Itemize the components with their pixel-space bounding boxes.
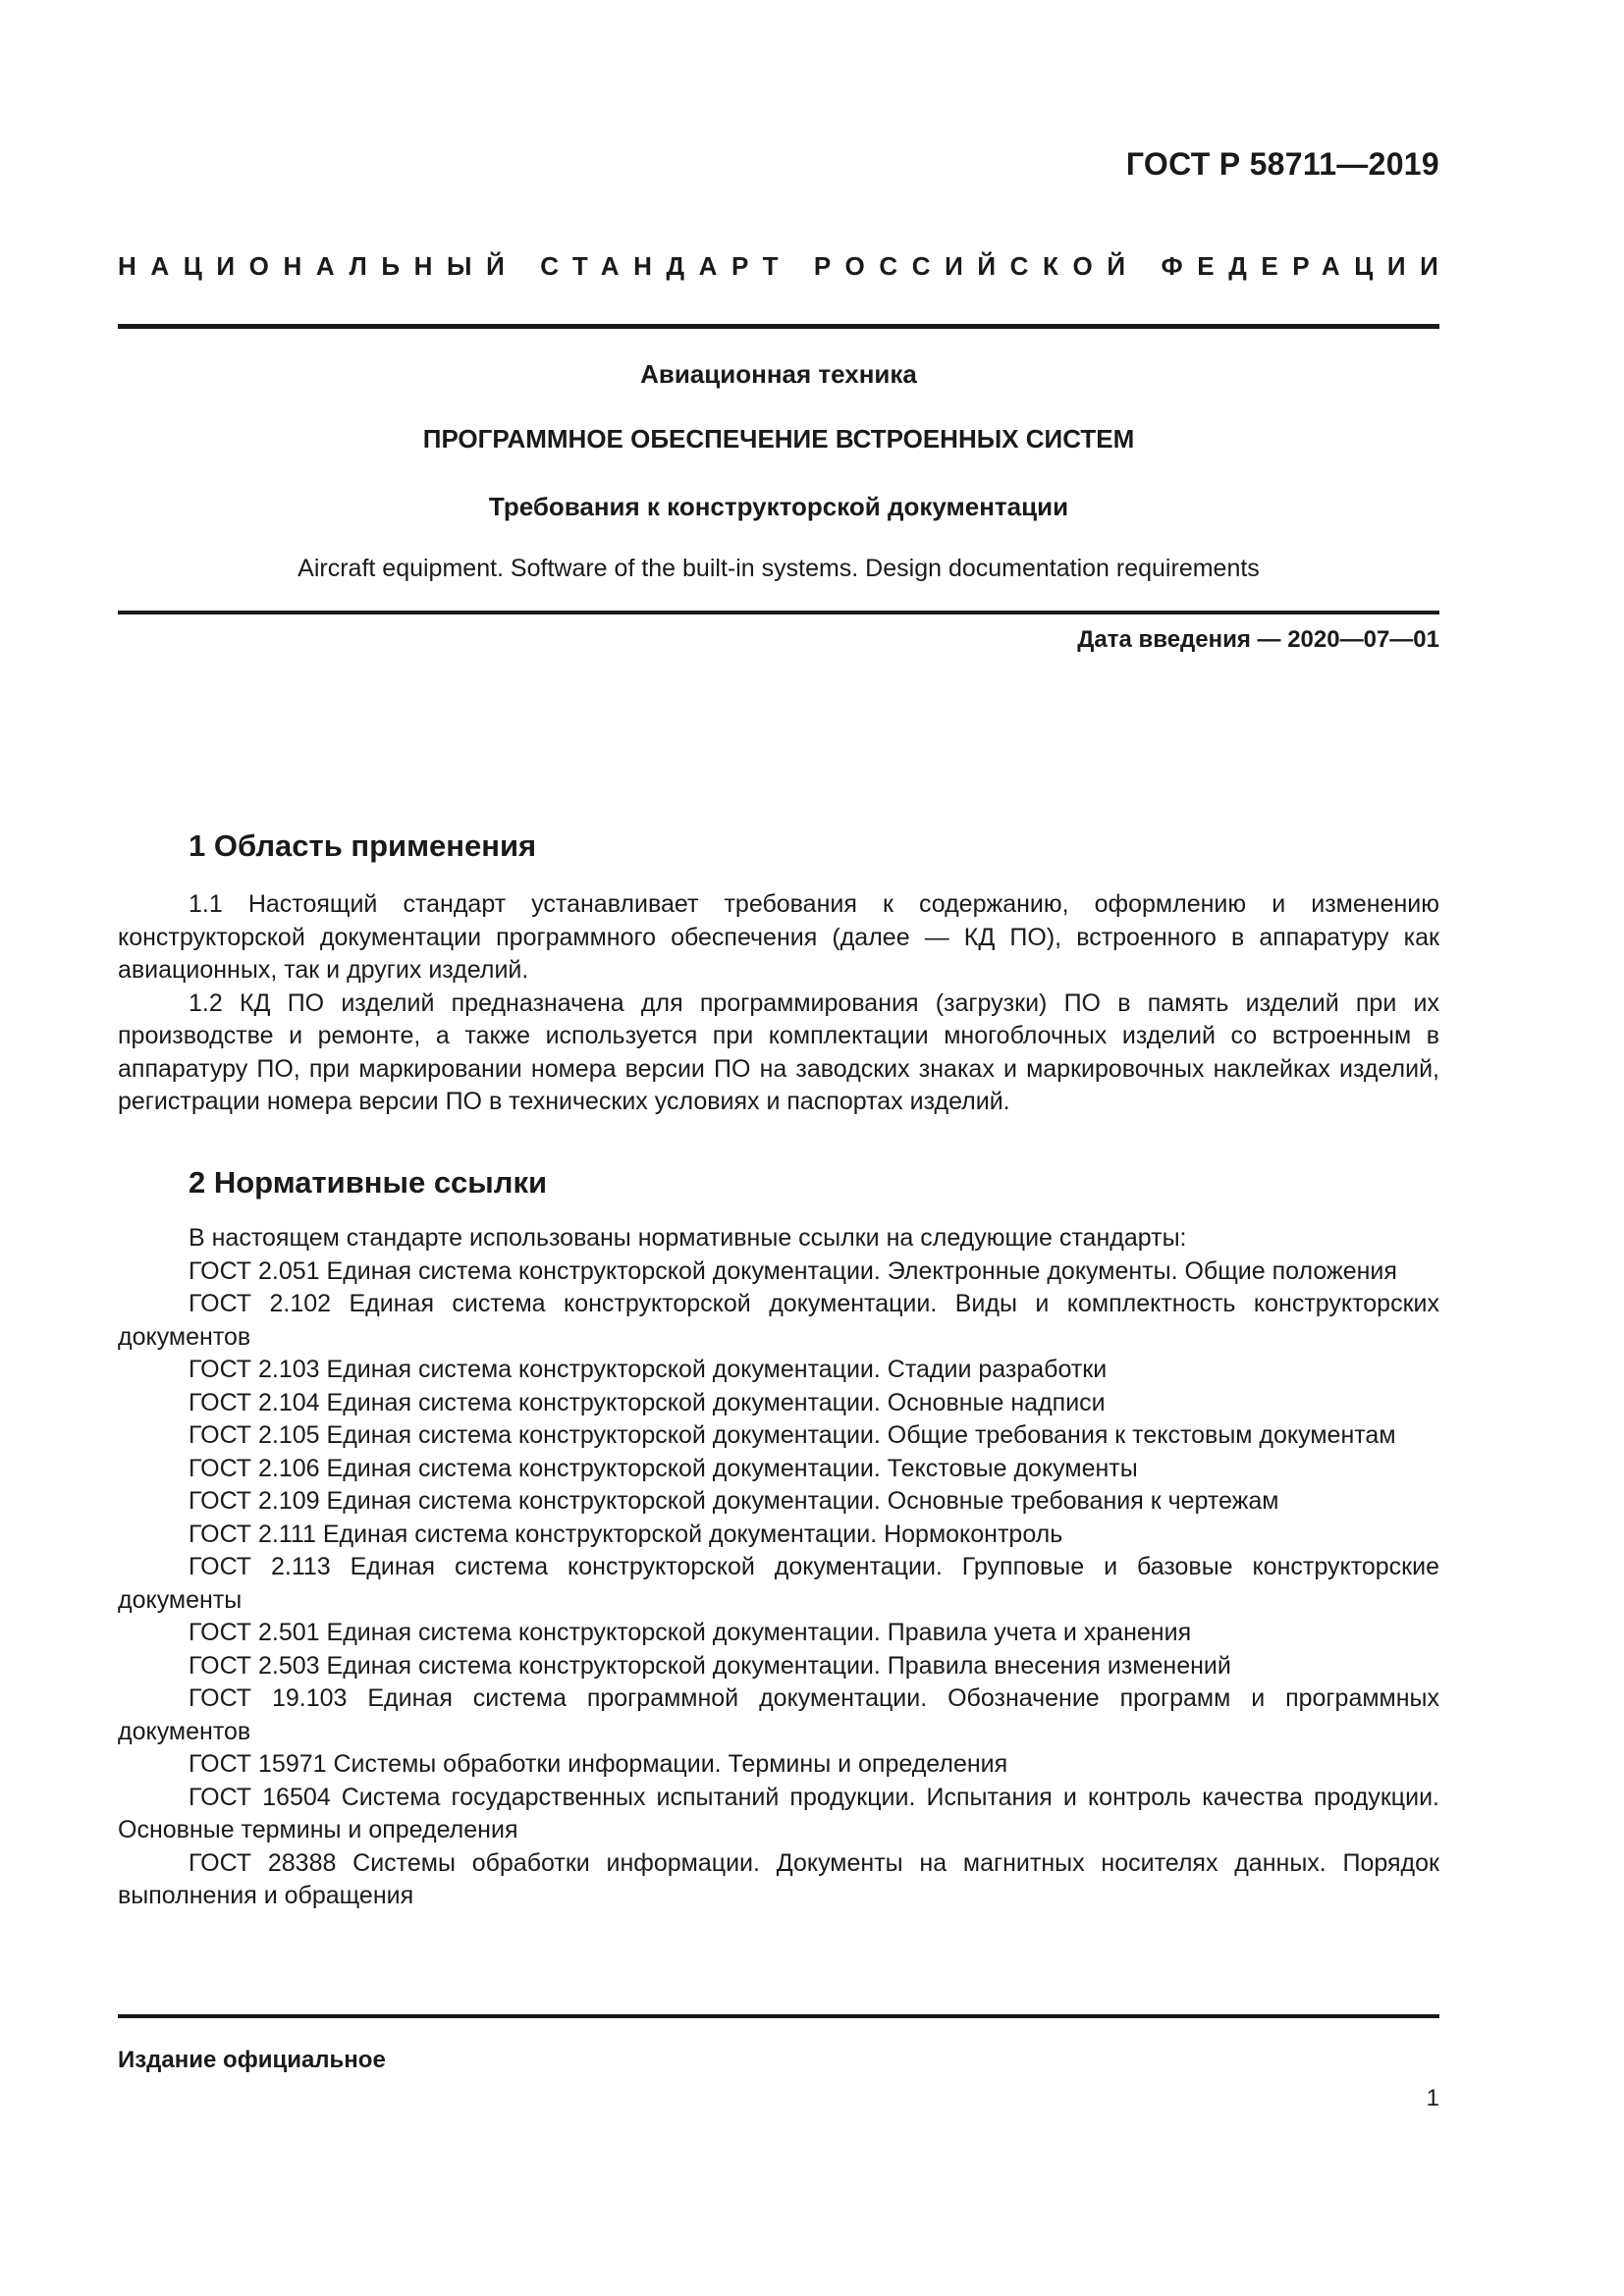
official-edition-label: Издание официальное [118, 2047, 386, 2073]
reference-item: ГОСТ 2.113 Единая система конструкторской документации. Групповые и базовые конструкторские документы [118, 1553, 1439, 1614]
page-number: 1 [1426, 2085, 1439, 2111]
reference-item: ГОСТ 15971 Системы обработки информации. Термины и определения [189, 1750, 1008, 1778]
section-2-body [118, 1222, 1439, 1913]
reference-item: ГОСТ 2.103 Единая система конструкторской документации. Стадии разработки [189, 1356, 1108, 1383]
reference-item: ГОСТ 2.501 Единая система конструкторской документации. Правила учета и хранения [189, 1619, 1192, 1646]
title-sub: Требования к конструкторской документации [488, 492, 1069, 521]
reference-item: ГОСТ 2.104 Единая система конструкторской документации. Основные надписи [189, 1388, 1106, 1416]
reference-item: ГОСТ 2.109 Единая система конструкторской документации. Основные требования к чертежам [189, 1487, 1279, 1515]
title-divider [118, 611, 1439, 614]
section-2-heading: 2 Нормативные ссылки [189, 1165, 548, 1200]
reference-item: ГОСТ 16504 Система государственных испытаний продукции. Испытания и контроль качества продукции. Основные термины и определения [118, 1783, 1439, 1843]
title-english: Aircraft equipment. Software of the built-in systems. Design documentation requirements [298, 555, 1260, 582]
reference-item: ГОСТ 2.105 Единая система конструкторской документации. Общие требования к текстовым документам [189, 1421, 1396, 1449]
footer-divider [118, 2014, 1439, 2018]
reference-item: ГОСТ 2.102 Единая система конструкторской документации. Виды и комплектность конструкторских документов [118, 1290, 1439, 1351]
reference-item: ГОСТ 2.111 Единая система конструкторской документации. Нормоконтроль [189, 1520, 1063, 1548]
reference-item: ГОСТ 28388 Системы обработки информации. Документы на магнитных носителях данных. Порядок выполнения и обращения [118, 1848, 1439, 1909]
section-1-heading: 1 Область применения [189, 828, 537, 863]
paragraph: 1.1 Настоящий стандарт устанавливает требования к содержанию, оформлению и изменению конструкторской документации программного обеспечения (далее — КД ПО), встроенного в аппаратуру как авиационных, так и других изделий. [118, 890, 1439, 984]
section-1-body [118, 888, 1439, 1119]
introduction-date: Дата введения — 2020—07—01 [1077, 626, 1439, 653]
title-main: ПРОГРАММНОЕ ОБЕСПЕЧЕНИЕ ВСТРОЕННЫХ СИСТЕМ [422, 424, 1135, 454]
paragraph: 1.2 КД ПО изделий предназначена для программирования (загрузки) ПО в память изделий при их производстве и ремонте, а также используется при комплектации многоблочных изделий со встроенным в аппаратуру ПО, при маркировании номера версии ПО на заводских знаках и маркировочных наклейках изделий, регистрации номера версии ПО в технических условиях и паспортах изделий. [118, 988, 1439, 1115]
header-divider [118, 324, 1439, 329]
doc-number: ГОСТ Р 58711—2019 [1125, 146, 1439, 182]
national-standard-banner: НАЦИОНАЛЬНЫЙ СТАНДАРТ РОССИЙСКОЙ ФЕДЕРАЦИИ [118, 251, 1453, 281]
title-category: Авиационная техника [640, 359, 917, 389]
paragraph: В настоящем стандарте использованы нормативные ссылки на следующие стандарты: [189, 1224, 1187, 1252]
reference-item: ГОСТ 2.503 Единая система конструкторской документации. Правила внесения изменений [189, 1651, 1231, 1680]
reference-item: ГОСТ 19.103 Единая система программной документации. Обозначение программ и программных документов [118, 1684, 1439, 1745]
reference-item: ГОСТ 2.106 Единая система конструкторской документации. Текстовые документы [189, 1454, 1138, 1482]
reference-item: ГОСТ 2.051 Единая система конструкторской документации. Электронные документы. Общие положения [189, 1256, 1397, 1285]
